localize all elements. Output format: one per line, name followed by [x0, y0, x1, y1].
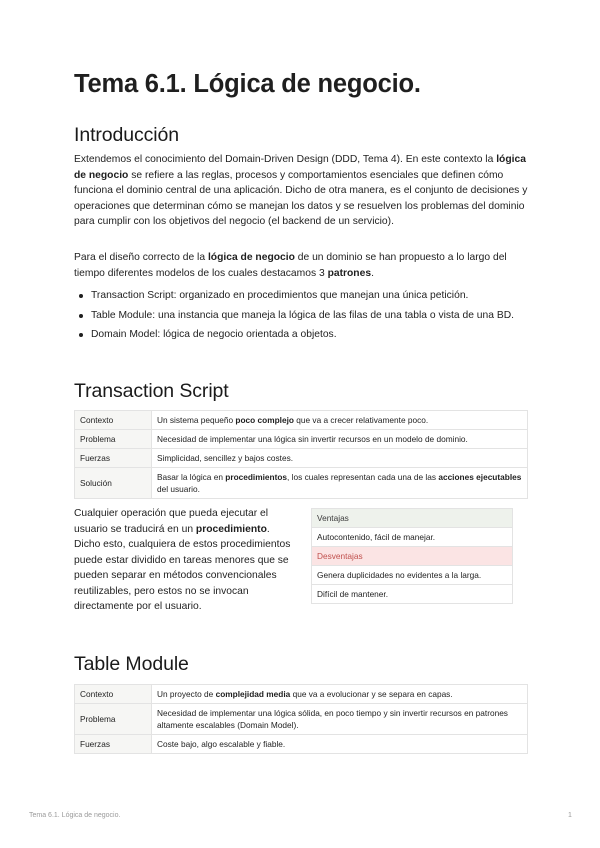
row-value: Necesidad de implementar una lógica sin invertir recursos en un modelo de dominio.	[152, 430, 528, 449]
intro-paragraph-2: Para el diseño correcto de la lógica de negocio de un dominio se han propuesto a lo largo del tiempo diferentes modelos de los cuales destacamos 3 patrones.	[74, 252, 507, 279]
table-row	[312, 547, 513, 566]
row-key: Fuerzas	[75, 449, 152, 468]
table-row	[75, 449, 528, 468]
row-value: Un proyecto de complejidad media que va a evolucionar y se separa en capas.	[152, 685, 528, 704]
row-value: Simplicidad, sencillez y bajos costes.	[152, 449, 528, 468]
transaction-script-table	[74, 410, 528, 499]
section-heading-table-module: Table Module	[74, 653, 189, 675]
row-value: Necesidad de implementar una lógica sólida, en poco tiempo y sin invertir recursos en patrones altamente escalables (Domain Model).	[152, 704, 528, 735]
list-item: Domain Model: lógica de negocio orientada a objetos.	[74, 327, 530, 343]
row-value: Un sistema pequeño poco complejo que va a crecer relativamente poco.	[152, 411, 528, 430]
table-row	[312, 585, 513, 604]
table-row	[75, 735, 528, 754]
desventaja-item: Genera duplicidades no evidentes a la larga.	[312, 566, 513, 585]
table-row	[75, 704, 528, 735]
table-row	[75, 430, 528, 449]
table-row	[75, 685, 528, 704]
intro-paragraph-1: Extendemos el conocimiento del Domain-Driven Design (DDD, Tema 4). En este contexto la lógica de negocio se refiere a las reglas, procesos y comportamientos esenciales que definen cómo funciona el dominio central de una aplicación. Dicho de otra manera, es el conjunto de decisiones y operaciones que determinan cómo se manejan los datos y se resuelven los problemas del dominio para cumplir con los objetivos del negocio (el backend de un servicio).	[74, 154, 528, 227]
row-key: Problema	[75, 430, 152, 449]
table-row	[75, 468, 528, 499]
patterns-list	[74, 288, 530, 347]
ventaja-item: Autocontenido, fácil de manejar.	[312, 528, 513, 547]
page-title: Tema 6.1. Lógica de negocio.	[74, 70, 421, 98]
row-key: Fuerzas	[75, 735, 152, 754]
table-row	[312, 528, 513, 547]
list-item: Transaction Script: organizado en procedimientos que manejan una única petición.	[74, 288, 530, 304]
page-number: 1	[568, 812, 572, 819]
table-row	[75, 411, 528, 430]
desventaja-item: Difícil de mantener.	[312, 585, 513, 604]
pros-cons-table	[311, 508, 513, 604]
row-value: Basar la lógica en procedimientos, los cuales representan cada una de las acciones ejecutables del usuario.	[152, 468, 528, 499]
section-heading-introduccion: Introducción	[74, 124, 180, 146]
row-key: Problema	[75, 704, 152, 735]
bullet-icon	[79, 314, 83, 318]
row-key: Solución	[75, 468, 152, 499]
row-key: Contexto	[75, 685, 152, 704]
transaction-script-paragraph: Cualquier operación que pueda ejecutar el usuario se traducirá en un procedimiento. Dicho esto, cualquiera de estos procedimientos puede estar dividido en tareas menores que se pueden separar en métodos convencionales reutilizables, pero estos no se invocan directamente por el usuario.	[74, 508, 291, 612]
list-item: Table Module: una instancia que maneja la lógica de las filas de una tabla o vista de una BD.	[74, 308, 530, 324]
row-key: Contexto	[75, 411, 152, 430]
table-row	[312, 509, 513, 528]
table-module-table	[74, 684, 528, 754]
section-heading-transaction-script: Transaction Script	[74, 380, 229, 402]
ventajas-header: Ventajas	[312, 509, 513, 528]
footer-title: Tema 6.1. Lógica de negocio.	[29, 812, 121, 819]
bullet-icon	[79, 294, 83, 298]
bullet-icon	[79, 333, 83, 337]
desventajas-header: Desventajas	[312, 547, 513, 566]
row-value: Coste bajo, algo escalable y fiable.	[152, 735, 528, 754]
table-row	[312, 566, 513, 585]
